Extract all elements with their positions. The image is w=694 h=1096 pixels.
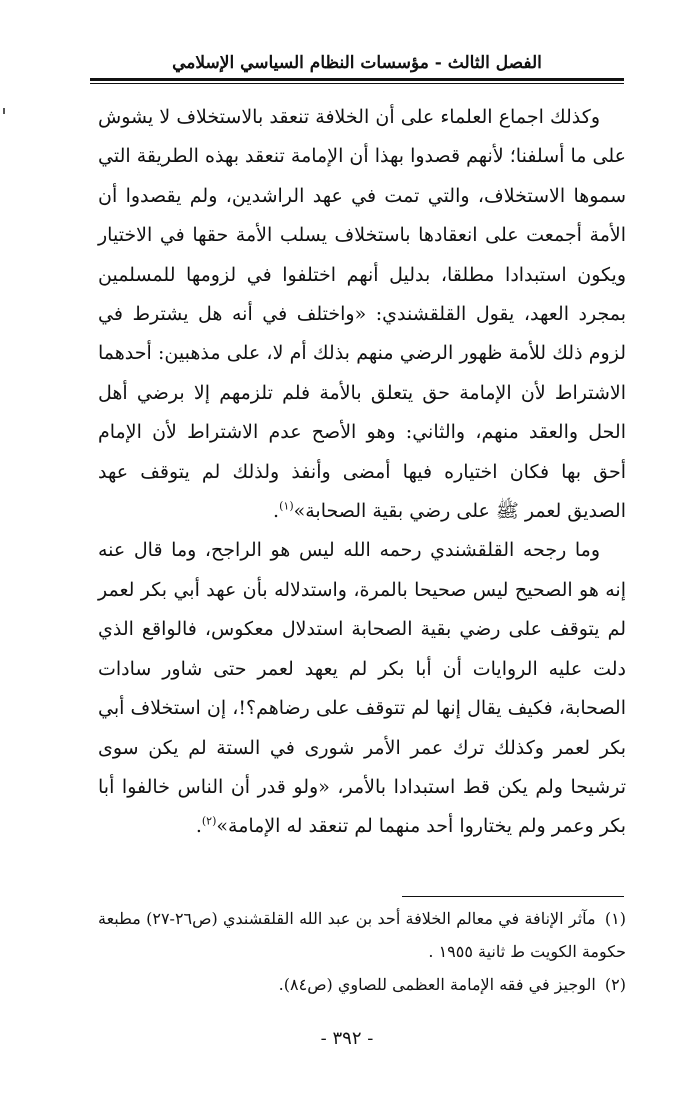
footnote-separator — [402, 896, 624, 897]
footnote-ref-1[interactable]: (١) — [279, 499, 294, 513]
footnote-2 — [98, 968, 626, 1001]
paragraph-1-text: وكذلك اجماع العلماء على أن الخلافة تنعقد بالاستخلاف لا يشوش على ما أسلفنا؛ لأنهم قصدوا بهذا أن الإمامة تنعقد بهذه الطريقة التي سموها الاستخلاف، والتي تمت في عهد الراشدين، ولم يقصدوا أن الأمة أجمعت على انعقادها باستخلاف يسلب الأمة حقها في الاختيار ويكون استبدادا مطلقا، بدليل أنهم اختلفوا في لزومها للمسلمين بمجرد العهد، يقول القلقشندي: «واختلف في أنه هل يشترط في لزوم ذلك للأمة ظهور الرضي منهم بذلك أم لا، على مذهبين: أحدهما الاشتراط لأن الإمامة حق يتعلق بالأمة فلم تلزمهم إلا برضي أهل الحل والعقد منهم، والثاني: وهو الأصح عدم الاشتراط لأن الإمام أحق بها فكان اختياره فيها أمضى وأنفذ ولذلك لم يتوقف عهد الصديق لعمر ﷺ على رضي بقية الصحابة» — [98, 106, 627, 523]
paragraph-2: وما رجحه القلقشندي رحمه الله ليس هو الراجح، وما قال عنه إنه هو الصحيح ليس صحيحا بالمرة، واستدلاله بأن عهد أبي بكر لعمر لم يتوقف على رضي بقية الصحابة استدلال معكوس، فالواقع الذي دلت عليه الروايات أن أبا بكر لم يعهد لعمر حتى شاور سادات الصحابة، فكيف يقال إنها لم تتوقف على رضاهم؟!، إن استخلاف أبي بكر لعمر وكذلك ترك عمر الأمر شورى في الستة لم يكن سوى ترشيحا ولم يكن قط استبدادا بالأمر، «ولو قدر أن الناس خالفوا أبا بكر وعمر ولم يختاروا أحد منهما لم تنعقد له الإمامة»$^{(٢)}$. — [98, 539, 626, 838]
paragraph-2-text: وما رجحه القلقشندي رحمه الله ليس هو الراجح، وما قال عنه إنه هو الصحيح ليس صحيحا بالمرة، واستدلاله بأن عهد أبي بكر لعمر لم يتوقف على رضي بقية الصحابة استدلال معكوس، فالواقع الذي دلت عليه الروايات أن أبا بكر لم يعهد لعمر حتى شاور سادات الصحابة، فكيف يقال إنها لم تتوقف على رضاهم؟!، إن استخلاف أبي بكر لعمر وكذلك ترك عمر الأمر شورى في الستة لم يكن سوى ترشيحا ولم يكن قط استبدادا بالأمر، «ولو قدر أن الناس خالفوا أبا بكر وعمر ولم يختاروا أحد منهما لم تنعقد له الإمامة» — [98, 539, 626, 838]
footnote-1-number: (١) — [604, 909, 626, 928]
footnote-2-text: الوجيز في فقه الإمامة العظمى للصاوي (ص٨٤). — [278, 975, 596, 994]
footnote-ref-2[interactable]: (٢) — [201, 814, 217, 828]
paragraph-1: وكذلك اجماع العلماء على أن الخلافة تنعقد بالاستخلاف لا يشوش على ما أسلفنا؛ لأنهم قصدوا بهذا أن الإمامة تنعقد بهذه الطريقة التي سموها الاستخلاف، والتي تمت في عهد الراشدين، ولم يقصدوا أن الأمة أجمعت على انعقادها باستخلاف يسلب الأمة حقها في الاختيار ويكون استبدادا مطلقا، بدليل أنهم اختلفوا في لزومها للمسلمين بمجرد العهد، يقول القلقشندي: «واختلف في أنه هل يشترط في لزوم ذلك للأمة ظهور الرضي منهم بذلك أم لا، على مذهبين: أحدهما الاشتراط لأن الإمامة حق يتعلق بالأمة فلم تلزمهم إلا برضي أهل الحل والعقد منهم، والثاني: وهو الأصح عدم الاشتراط لأن الإمام أحق بها فكان اختياره فيها أمضى وأنفذ ولذلك لم يتوقف عهد الصديق لعمر ﷺ على رضي بقية الصحابة»$^{(١)}$. — [98, 106, 627, 523]
footnotes — [98, 902, 626, 1001]
footnote-2-number: (٢) — [604, 975, 626, 994]
footnote-1 — [98, 902, 626, 968]
header-rule — [90, 78, 624, 84]
running-header: الفصل الثالث - مؤسسات النظام السياسي الإسلامي — [172, 53, 542, 73]
footnote-1-text: مآثر الإنافة في معالم الخلافة أحد بن عبد الله القلقشندي (ص٢٦-٢٧) مطبعة حكومة الكويت ط ثانية ١٩٥٥ . — [98, 909, 626, 961]
scan-edge-mark — [3, 108, 5, 114]
page-number: - ٣٩٢ - — [320, 1028, 374, 1049]
main-text — [98, 98, 626, 847]
